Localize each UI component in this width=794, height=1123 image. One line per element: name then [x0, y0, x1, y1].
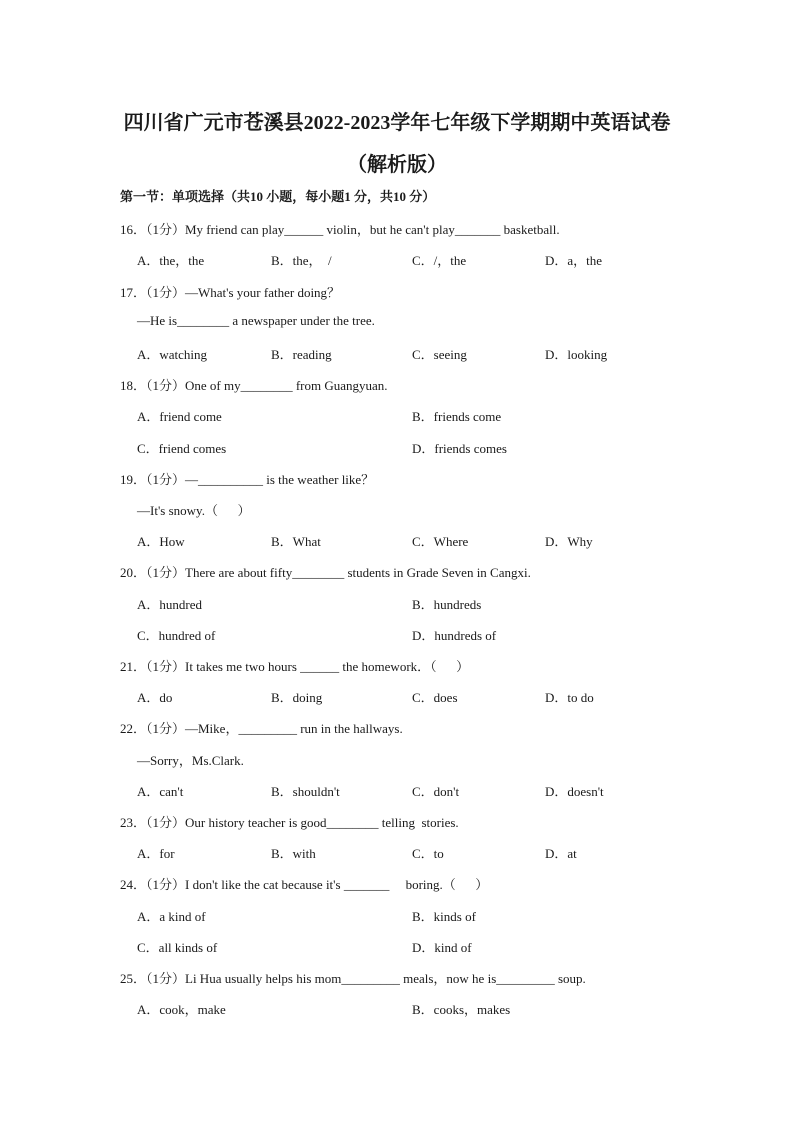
question-19-stem: 19．（1分）—__________ is the weather like？ — [120, 472, 375, 487]
q18-option-b: B．friends come — [412, 409, 502, 424]
question-22-stem: 22．（1分）—Mike，_________ run in the hallways. — [120, 721, 403, 736]
q24-option-a: A．a kind of — [137, 909, 206, 924]
q24-option-d: D．kind of — [412, 940, 472, 955]
question-17-stem: 17．（1分）—What's your father doing？ — [120, 285, 341, 300]
question-16-stem: 16．（1分）My friend can play______ violin，but he can't play_______ basketball. — [120, 222, 560, 237]
q24-option-b: B．kinds of — [412, 909, 476, 924]
q18-option-a: A．friend come — [137, 409, 222, 424]
question-24-stem: 24．（1分）I don't like the cat because it's _______ boring.（ ） — [120, 877, 489, 892]
q16-option-c: C．/，the — [412, 253, 467, 268]
q20-option-b: B．hundreds — [412, 597, 482, 612]
q17-option-b: B．reading — [271, 347, 332, 362]
q22-option-d: D．doesn't — [545, 784, 604, 799]
section-heading: 第一节：单项选择（共10 小题，每小题1 分，共10 分） — [120, 189, 436, 204]
q19-option-a: A．How — [137, 534, 185, 549]
question-17-line-2: —He is________ a newspaper under the tree. — [137, 313, 375, 328]
q17-option-d: D．looking — [545, 347, 608, 362]
question-25-stem: 25．（1分）Li Hua usually helps his mom_________ meals，now he is_________ soup. — [120, 971, 586, 986]
q19-option-c: C．Where — [412, 534, 469, 549]
question-19-line-2: —It's snowy.（ ） — [137, 503, 251, 518]
q16-option-b: B．the， / — [271, 253, 332, 268]
q21-option-b: B．doing — [271, 690, 323, 705]
q23-option-a: A．for — [137, 846, 175, 861]
q23-option-b: B．with — [271, 846, 316, 861]
q24-option-c: C．all kinds of — [137, 940, 218, 955]
q23-option-d: D．at — [545, 846, 577, 861]
q21-option-a: A．do — [137, 690, 173, 705]
question-20-stem: 20．（1分）There are about fifty________ students in Grade Seven in Cangxi. — [120, 565, 531, 580]
question-23-stem: 23．（1分）Our history teacher is good________ telling stories. — [120, 815, 459, 830]
q20-option-a: A．hundred — [137, 597, 202, 612]
q25-option-b: B．cooks，makes — [412, 1002, 511, 1017]
q22-option-c: C．don't — [412, 784, 460, 799]
q17-option-c: C．seeing — [412, 347, 467, 362]
q20-option-d: D．hundreds of — [412, 628, 497, 643]
q18-option-d: D．friends comes — [412, 441, 507, 456]
q19-option-b: B．What — [271, 534, 321, 549]
q16-option-d: D．a，the — [545, 253, 603, 268]
q22-option-b: B．shouldn't — [271, 784, 340, 799]
question-21-stem: 21．（1分）It takes me two hours ______ the homework．（ ） — [120, 659, 470, 674]
q21-option-c: C．does — [412, 690, 458, 705]
q22-option-a: A．can't — [137, 784, 184, 799]
q16-option-a: A．the，the — [137, 253, 205, 268]
q20-option-c: C．hundred of — [137, 628, 216, 643]
q21-option-d: D．to do — [545, 690, 594, 705]
q17-option-a: A．watching — [137, 347, 208, 362]
q23-option-c: C．to — [412, 846, 444, 861]
page-title: 四川省广元市苍溪县2022-2023学年七年级下学期期中英语试卷 — [123, 112, 671, 134]
page-subtitle: （解析版） — [347, 154, 447, 176]
question-22-line-2: —Sorry，Ms.Clark. — [137, 753, 244, 768]
q25-option-a: A．cook，make — [137, 1002, 226, 1017]
q19-option-d: D．Why — [545, 534, 593, 549]
question-18-stem: 18．（1分）One of my________ from Guangyuan. — [120, 378, 388, 393]
q18-option-c: C．friend comes — [137, 441, 227, 456]
